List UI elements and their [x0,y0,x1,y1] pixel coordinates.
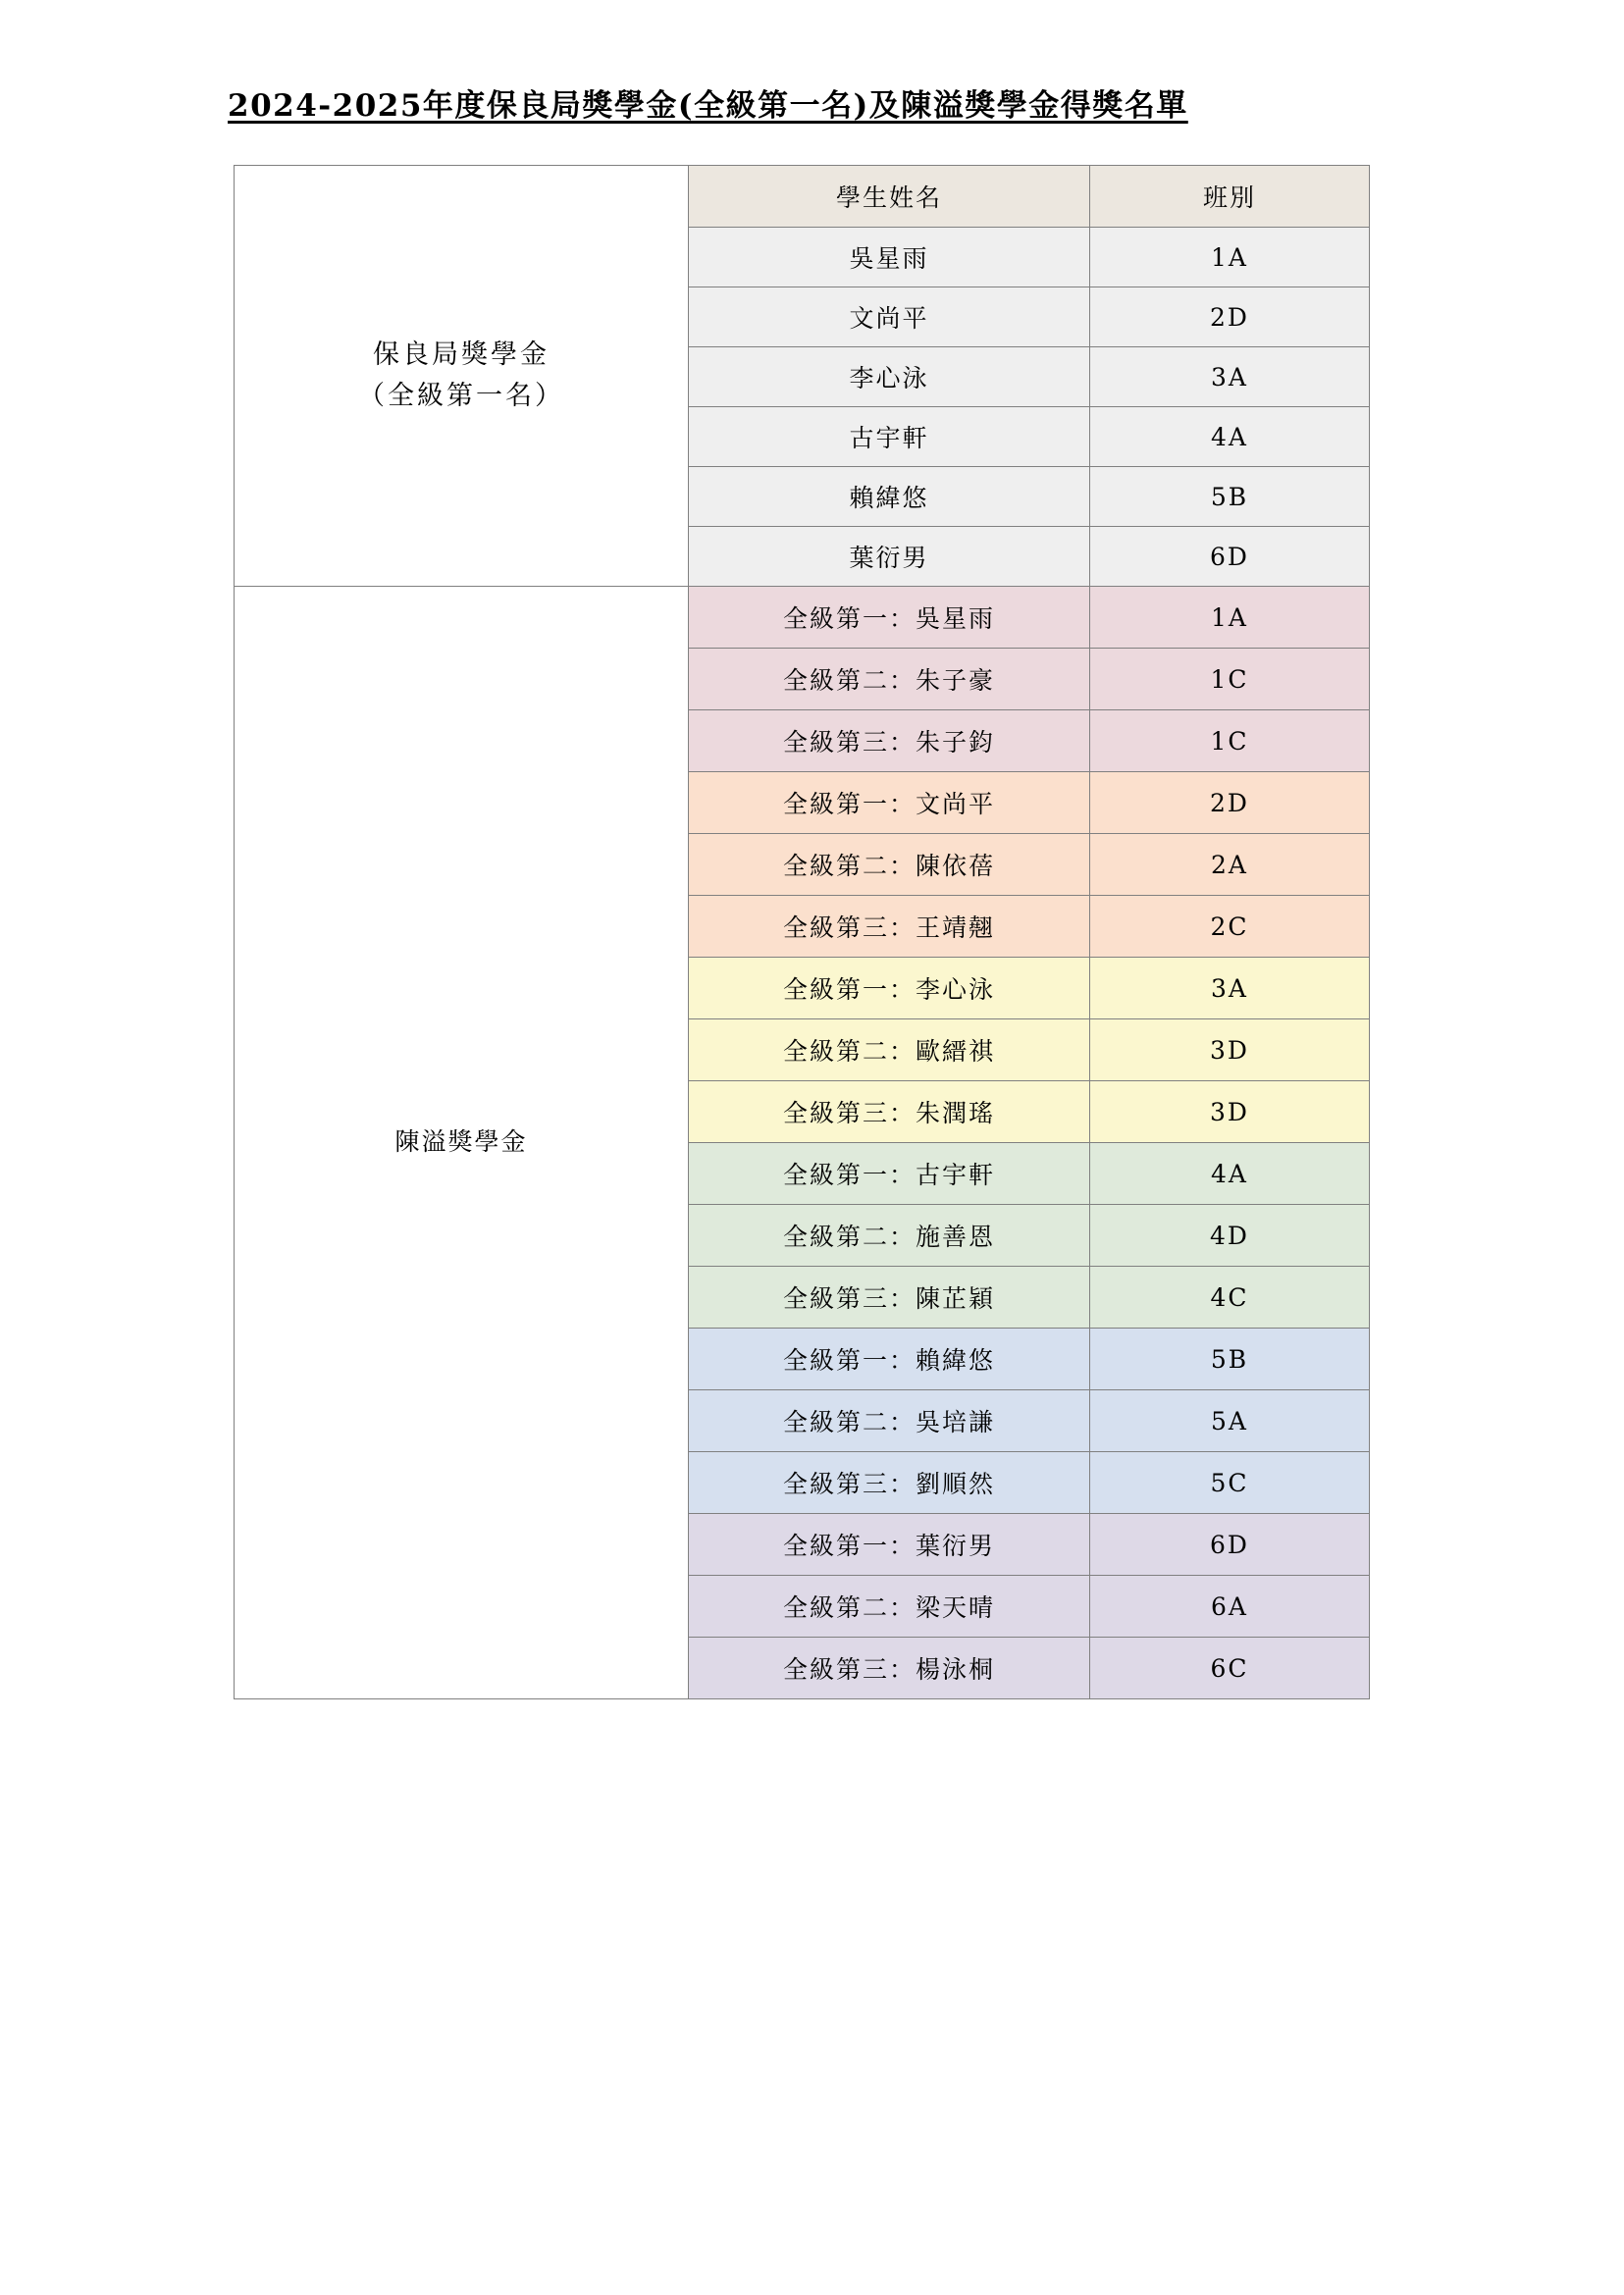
table-row [235,587,1370,649]
student-class: 2D [1090,772,1370,834]
student-name: 全級第一：吳星雨 [689,587,1090,649]
category-cell-scholarship [235,166,689,587]
student-class: 3D [1090,1019,1370,1081]
student-class: 5B [1090,1329,1370,1390]
student-class: 1C [1090,710,1370,772]
student-class: 5A [1090,1390,1370,1452]
student-name: 全級第一：葉衍男 [689,1514,1090,1576]
student-name: 全級第一：文尚平 [689,772,1090,834]
student-name: 全級第三：陳芷穎 [689,1267,1090,1329]
student-name: 古宇軒 [689,407,1090,467]
student-name: 全級第三：楊泳桐 [689,1638,1090,1699]
student-name: 賴緯悠 [689,467,1090,527]
student-name: 文尚平 [689,287,1090,347]
student-name: 葉衍男 [689,527,1090,587]
student-name: 全級第二：梁天晴 [689,1576,1090,1638]
student-class: 6C [1090,1638,1370,1699]
column-header-class: 班別 [1090,166,1370,228]
student-class: 3A [1090,958,1370,1019]
student-class: 2A [1090,834,1370,896]
student-name: 全級第二：施善恩 [689,1205,1090,1267]
student-name: 吳星雨 [689,228,1090,287]
page-title: 2024-2025年度保良局獎學金(全級第一名)及陳溢獎學金得獎名單 [228,88,1188,124]
student-class: 3D [1090,1081,1370,1143]
student-class: 6D [1090,1514,1370,1576]
category-cell-chen-scholarship: 陳溢獎學金 [235,587,689,1699]
student-name: 李心泳 [689,347,1090,407]
student-name: 全級第一：李心泳 [689,958,1090,1019]
category-label-line2: （全級第一名） [358,381,564,411]
student-class: 4A [1090,407,1370,467]
award-list-table [234,165,1370,1699]
student-class: 4D [1090,1205,1370,1267]
student-class: 2C [1090,896,1370,958]
student-class: 6A [1090,1576,1370,1638]
student-class: 3A [1090,347,1370,407]
student-class: 5C [1090,1452,1370,1514]
student-name: 全級第二：朱子豪 [689,649,1090,710]
student-class: 1A [1090,587,1370,649]
student-class: 6D [1090,527,1370,587]
student-name: 全級第二：陳依蓓 [689,834,1090,896]
student-name: 全級第三：朱潤瑤 [689,1081,1090,1143]
student-class: 2D [1090,287,1370,347]
student-class: 1C [1090,649,1370,710]
student-name: 全級第二：吳培謙 [689,1390,1090,1452]
student-class: 5B [1090,467,1370,527]
table-header-row [235,166,1370,228]
category-label-scholarship [235,335,688,417]
student-class: 4C [1090,1267,1370,1329]
student-name: 全級第一：賴緯悠 [689,1329,1090,1390]
student-class: 4A [1090,1143,1370,1205]
student-name: 全級第三：劉順然 [689,1452,1090,1514]
student-name: 全級第二：歐縉祺 [689,1019,1090,1081]
student-class: 1A [1090,228,1370,287]
student-name: 全級第一：古宇軒 [689,1143,1090,1205]
student-name: 全級第三：朱子鈞 [689,710,1090,772]
column-header-student-name: 學生姓名 [689,166,1090,228]
category-label-line1: 保良局獎學金 [373,339,550,371]
student-name: 全級第三：王靖翹 [689,896,1090,958]
